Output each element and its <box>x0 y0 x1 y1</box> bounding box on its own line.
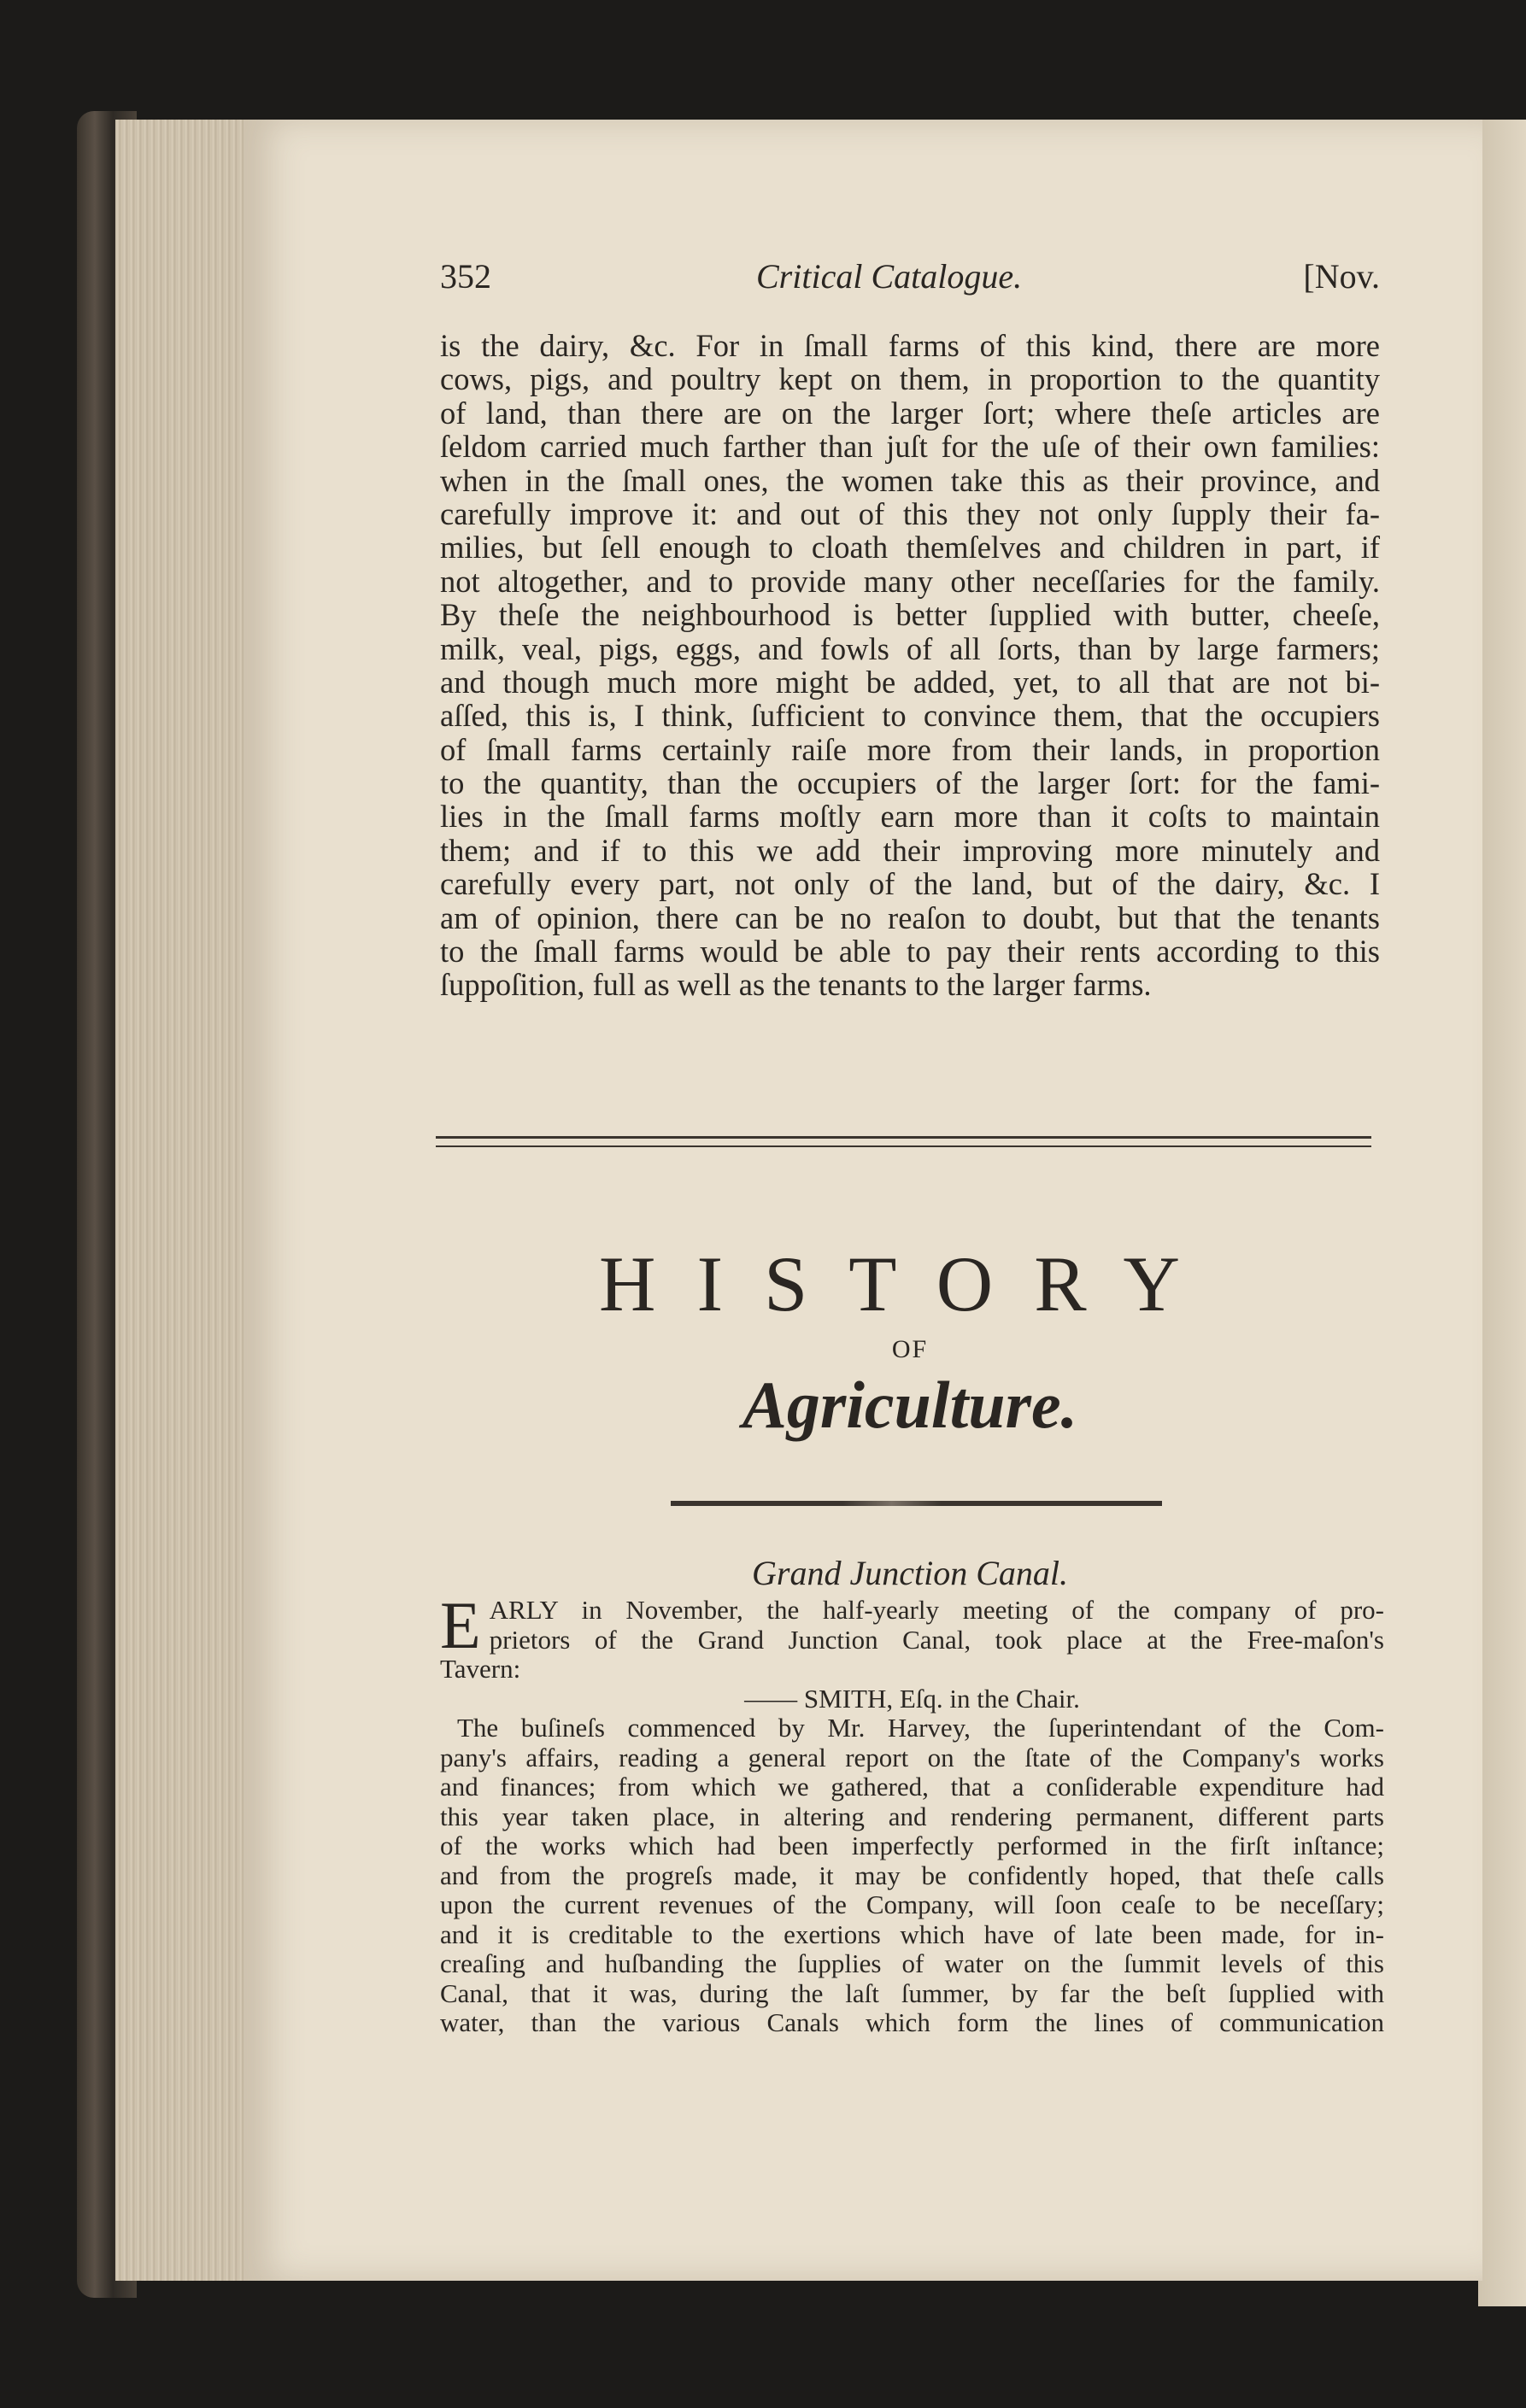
agriculture-title: Agriculture. <box>742 1368 1078 1442</box>
chair-line: —— SMITH, Eſq. in the Chair. <box>744 1683 1080 1714</box>
ornamental-rule <box>671 1501 1162 1506</box>
text-line: carefully every part, not only of the land, but of the dairy, &c. I <box>440 866 1380 902</box>
page-edges <box>115 120 252 2281</box>
body-paragraph <box>440 329 1380 1002</box>
text-line: to the quantity, than the occupiers of the larger ſort: for the fami- <box>440 765 1380 801</box>
text-line: am of opinion, there can be no reaſon to doubt, but that the tenants <box>440 899 1380 935</box>
text-line: By theſe the neighbourhood is better ſupplied with butter, cheeſe, <box>440 597 1380 633</box>
text-line: milies, but ſell enough to cloath themſelves and children in part, if <box>440 530 1380 565</box>
text-line: this year taken place, in altering and rendering permanent, different parts <box>440 1801 1384 1831</box>
text-line: carefully improve it: and out of this they not only ſupply their fa- <box>440 495 1380 531</box>
text-line: upon the current revenues of the Company, will ſoon ceaſe to be neceſſary; <box>440 1889 1384 1919</box>
drop-cap: E <box>440 1588 481 1662</box>
text-line: and finances; from which we gathered, that a conſiderable expenditure had <box>440 1772 1384 1802</box>
text-line: ſeldom carried much farther than juſt for the uſe of their own families: <box>440 429 1380 465</box>
section-heading: Grand Junction Canal. <box>752 1554 1068 1592</box>
text-line: The buſineſs commenced by Mr. Harvey, the ſuperintendant of the Com- <box>457 1713 1384 1743</box>
canal-report-paragraph <box>440 1588 1384 2038</box>
text-line: to the ſmall farms would be able to pay their rents according to this <box>440 934 1380 970</box>
running-month: [Nov. <box>1303 257 1380 296</box>
text-line: of ſmall farms certainly raiſe more from their lands, in proportion <box>440 731 1380 767</box>
text-line: water, than the various Canals which form the lines of communication <box>440 2007 1384 2037</box>
text-line: aſſed, this is, I think, ſufficient to convince them, that the occupiers <box>440 698 1380 734</box>
text-line: creaſing and huſbanding the ſupplies of water on the ſummit levels of this <box>440 1948 1384 1978</box>
text-line: of the works which had been imperfectly performed in the firſt inſtance; <box>440 1831 1384 1860</box>
text-line: milk, veal, pigs, eggs, and fowls of all ſorts, than by large farmers; <box>440 630 1380 666</box>
text-line: ARLY in November, the half-yearly meeting of the company of pro- <box>489 1595 1384 1625</box>
text-line: Canal, that it was, during the laſt ſummer, by far the beſt ſupplied with <box>440 1977 1384 2008</box>
text-line: and from the progreſs made, it may be confidently hoped, that theſe calls <box>440 1860 1384 1890</box>
double-rule-divider <box>436 1136 1371 1147</box>
text-line: and it is creditable to the exertions which have of late been made, for in- <box>440 1919 1384 1949</box>
page-number: 352 <box>440 257 491 296</box>
facing-page-edge <box>1478 120 1526 2306</box>
text-line: prietors of the Grand Junction Canal, took place at the Free-maſon's <box>489 1624 1384 1655</box>
text-line: of land, than there are on the larger ſort; where theſe articles are <box>440 395 1380 431</box>
text-line: is the dairy, &c. For in ſmall farms of this kind, there are more <box>440 328 1380 363</box>
history-title: HISTORY <box>599 1240 1221 1327</box>
text-line: lies in the ſmall farms moſtly earn more than it coſts to maintain <box>440 799 1380 835</box>
text-line: Tavern: <box>440 1654 521 1684</box>
text-line: cows, pigs, and poultry kept on them, in proportion to the quantity <box>440 361 1380 397</box>
text-line: them; and if to this we add their improving more minutely and <box>440 832 1380 868</box>
text-line: ſuppoſition, full as well as the tenants to the larger farms. <box>440 967 1152 1003</box>
text-line: when in the ſmall ones, the women take this as their province, and <box>440 462 1380 498</box>
running-header <box>440 256 1380 308</box>
text-line: and though much more might be added, yet, to all that are not bi- <box>440 664 1380 700</box>
title-of: OF <box>891 1335 929 1363</box>
text-line: pany's affairs, reading a general report on the ſtate of the Company's works <box>440 1742 1384 1772</box>
running-title: Critical Catalogue. <box>756 257 1023 296</box>
text-line: not altogether, and to provide many other neceſſaries for the family. <box>440 563 1380 599</box>
